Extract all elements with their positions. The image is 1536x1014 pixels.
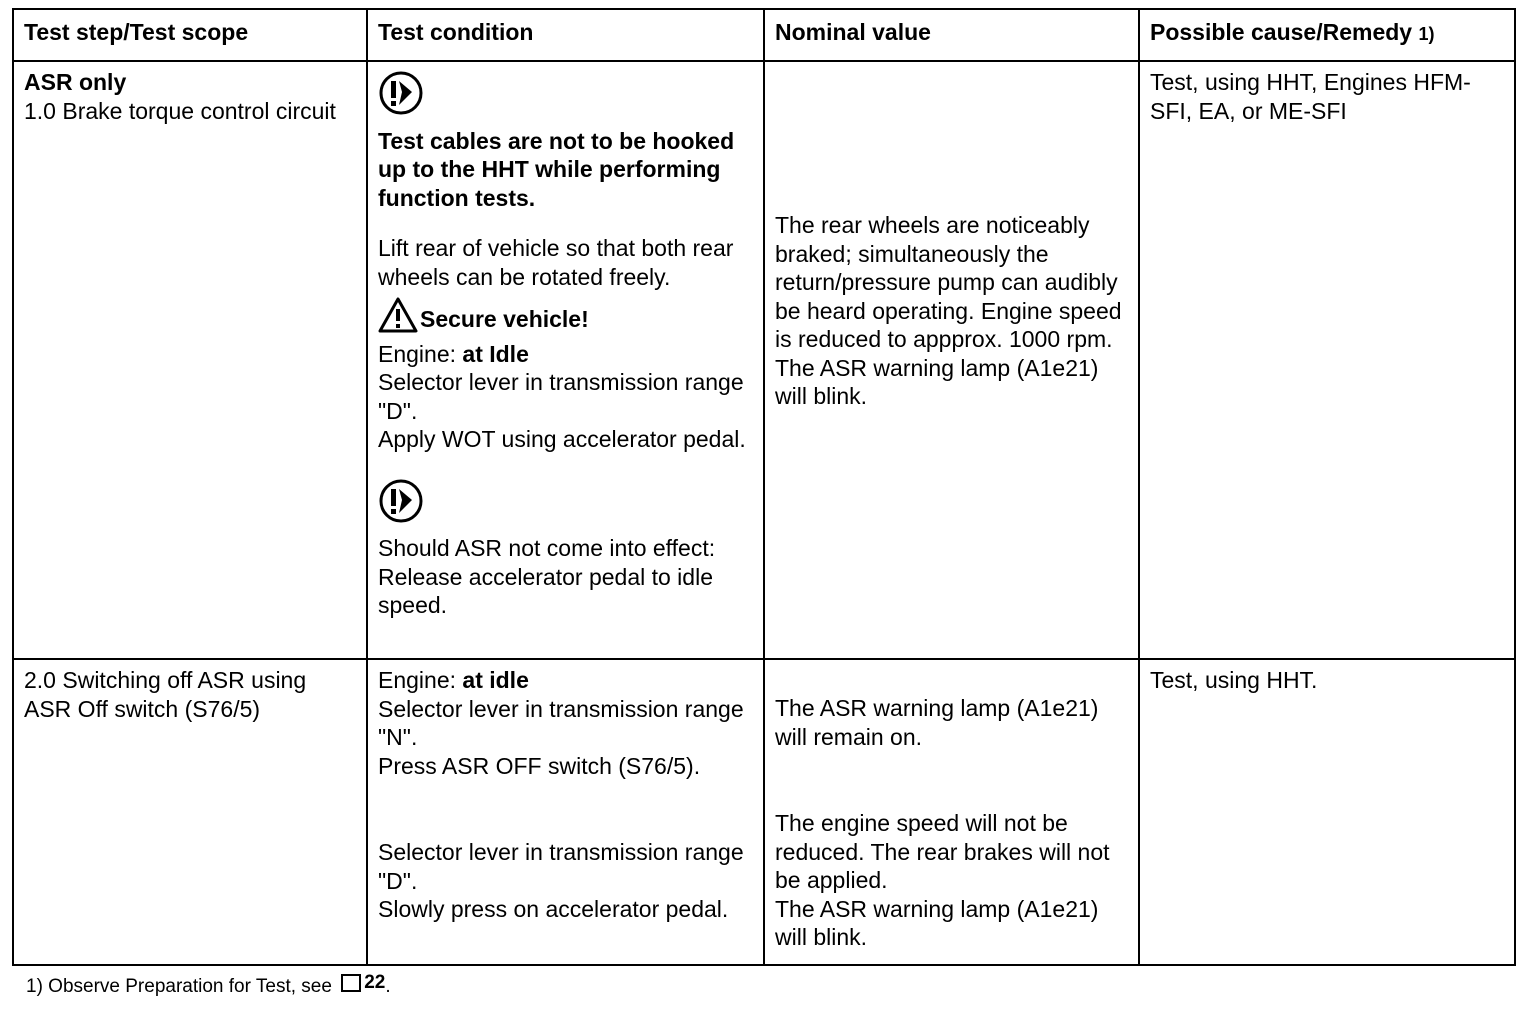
remedy-text: Test, using HHT. xyxy=(1150,667,1318,693)
engine-label: Engine: xyxy=(378,667,463,693)
secure-vehicle-text: Secure vehicle! xyxy=(420,305,589,332)
nominal-value-text: The rear wheels are noticeably braked; simultaneously the return/pressure pump can audibly be heard operating. Engine speed is reduced to appprox. 1000 rpm. The ASR warning lamp (A1e21) will blink. xyxy=(775,212,1122,409)
selector-lever-d-text: Selector lever in transmission range "D". xyxy=(378,839,744,894)
page-reference-number: 22 xyxy=(364,972,386,993)
press-asr-off-text: Press ASR OFF switch (S76/5). xyxy=(378,752,701,779)
header-possible-cause xyxy=(1139,9,1515,61)
hht-cable-note: Test cables are not to be hooked up to the HHT while performing function tests. xyxy=(378,127,735,211)
nominal-lamp-on-text: The ASR warning lamp (A1e21) will remain on. xyxy=(775,695,1099,750)
cell-nominal xyxy=(764,61,1139,659)
footnote-text: 1) Observe Preparation for Test, see xyxy=(26,976,338,997)
cell-condition xyxy=(367,659,764,965)
footnote-period: . xyxy=(385,976,391,997)
slowly-press-text: Slowly press on accelerator pedal. xyxy=(378,896,729,922)
cell-remedy xyxy=(1139,659,1515,965)
scope-text: 1.0 Brake torque control circuit xyxy=(24,97,336,124)
cell-remedy xyxy=(1139,61,1515,659)
secure-vehicle-warning xyxy=(378,297,589,333)
selector-lever-text: Selector lever in transmission range "D". xyxy=(378,369,744,424)
engine-value: at idle xyxy=(462,667,529,693)
test-table-container xyxy=(12,8,1514,966)
cell-nominal xyxy=(764,659,1139,965)
header-nominal-value: Nominal value xyxy=(764,9,1139,61)
header-footnote-marker: 1) xyxy=(1418,24,1435,44)
selector-lever-n-text: Selector lever in transmission range "N". xyxy=(378,695,744,750)
book-page-icon xyxy=(341,974,361,992)
release-pedal-text: Should ASR not come into effect: Release accelerator pedal to idle speed. xyxy=(378,535,716,618)
engine-condition xyxy=(378,666,753,695)
engine-condition xyxy=(378,340,753,369)
footnote xyxy=(26,972,391,998)
page-reference-link[interactable] xyxy=(337,972,385,994)
scope-title: ASR only xyxy=(24,69,127,95)
header-test-condition: Test condition xyxy=(367,9,764,61)
engine-label: Engine: xyxy=(378,340,463,367)
apply-wot-text: Apply WOT using accelerator pedal. xyxy=(378,426,746,452)
header-test-step: Test step/Test scope xyxy=(13,9,367,61)
header-possible-cause-label: Possible cause/Remedy xyxy=(1150,19,1413,45)
cell-scope xyxy=(13,659,367,965)
caution-badge-icon xyxy=(378,68,753,127)
test-table xyxy=(12,8,1516,966)
engine-value: at Idle xyxy=(462,340,529,367)
warning-triangle-icon xyxy=(378,297,418,333)
remedy-text: Test, using HHT, Engines HFM-SFI, EA, or ME-SFI xyxy=(1150,69,1471,124)
nominal-lamp-blink-text: The ASR warning lamp (A1e21) will blink. xyxy=(775,895,1099,950)
caution-badge-icon xyxy=(378,476,753,535)
nominal-speed-text: The engine speed will not be reduced. The rear brakes will not be applied. xyxy=(775,810,1110,893)
scope-text: 2.0 Switching off ASR using ASR Off switch (S76/5) xyxy=(24,667,307,722)
header-row xyxy=(13,9,1515,61)
cell-scope xyxy=(13,61,367,659)
lift-vehicle-text: Lift rear of vehicle so that both rear wheels can be rotated freely. xyxy=(378,235,734,290)
table-row xyxy=(13,61,1515,659)
cell-condition xyxy=(367,61,764,659)
table-row xyxy=(13,659,1515,965)
